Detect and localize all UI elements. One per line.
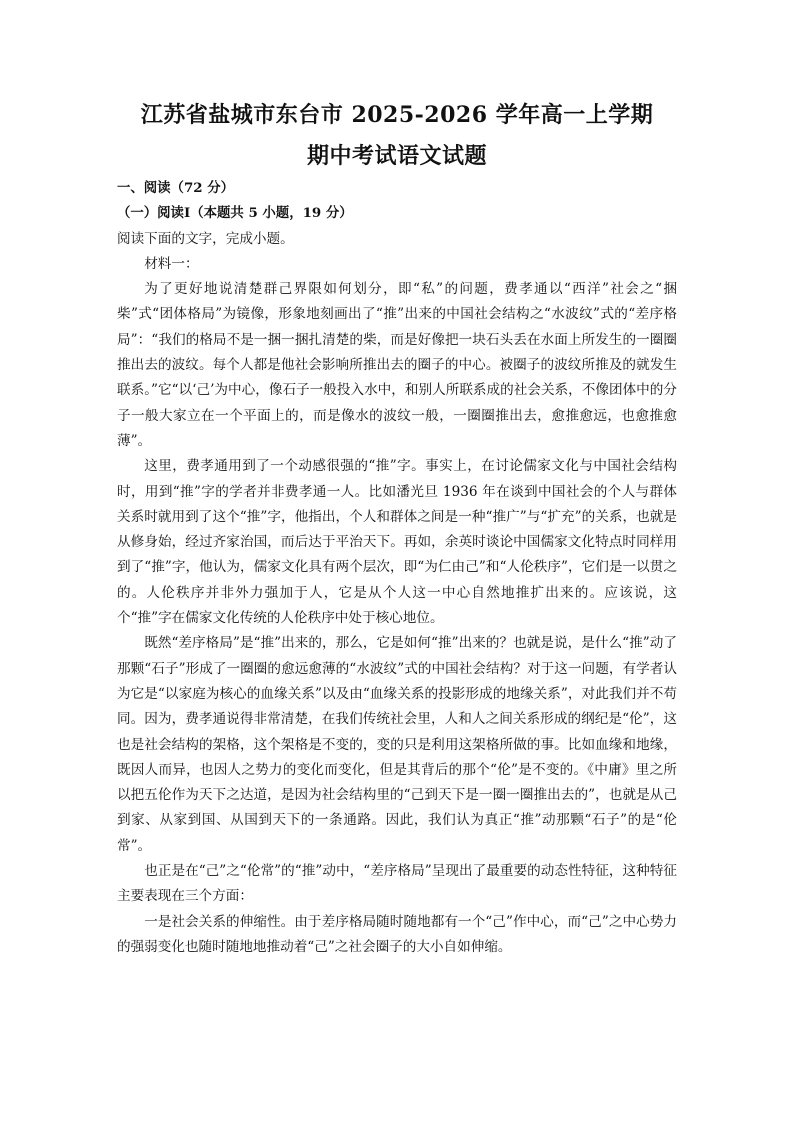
paragraph-4: 也正是在“己”之“伦常”的“推”动中，“差序格局”呈现出了最重要的动态性特征，这种特征主要表现在三个方面： <box>117 863 677 905</box>
paragraph-5: 一是社会关系的伸缩性。由于差序格局随时随地都有一个“己”作中心，而“己”之中心势力的强弱变化也随时随地地推动着“己”之社会圈子的大小自如伸缩。 <box>117 913 677 955</box>
instruction-text: 阅读下面的文字，完成小题。 <box>117 230 294 247</box>
paragraph-1: 为了更好地说清楚群己界限如何划分，即“私”的问题，费孝通以“西洋”社会之“捆柴”式“团体格局”为镜像，形象地刻画出了“推”出来的中国社会结构之“水波纹”式的“差序格局”：“我们的格局不是一捆一捆扎清楚的柴，而是好像把一块石头丢在水面上所发生的一圈圈推出去的波纹。每个人都是他社会影响所推出去的圈子的中心。被圈子的波纹所推及的就发生联系。”它“以‘己’为中心，像石子一般投入水中，和别人所联系成的社会关系，不像团体中的分子一般大家立在一个平面上的，而是像水的波纹一般，一圈圈推出去，愈推愈远，也愈推愈薄”。 <box>117 281 677 449</box>
paragraph-2: 这里，费孝通用到了一个动感很强的“推”字。事实上，在讨论儒家文化与中国社会结构时，用到“推”字的学者并非费孝通一人。比如潘光旦 1936 年在谈到中国社会的个人与群体关系时就用到了这个“推”字，他指出，个人和群体之间是一种“推广”与“扩充”的关系，也就是从修身始，经过齐家治国，而后达于平治天下。再如，余英时谈论中国儒家文化特点时同样用到了“推”字，他认为，儒家文化具有两个层次，即“为仁由己”和“人伦秩序”，它们是一以贯之的。人伦秩序并非外力强加于人，它是从个人这一中心自然地推扩出来的。应该说，这个“推”字在儒家文化传统的人伦秩序中处于核心地位。 <box>117 458 677 627</box>
document-body <box>117 176 677 960</box>
document-title-line-1: 江苏省盐城市东台市 2025-2026 学年高一上学期 <box>140 102 654 128</box>
section-heading: 一、阅读（72 分） <box>117 180 235 196</box>
document-title-line-2: 期中考试语文试题 <box>306 143 487 169</box>
paragraph-3: 既然“差序格局”是“推”出来的，那么，它是如何“推”出来的？也就是说，是什么“推”动了那颗“石子”形成了一圈圈的愈远愈薄的“水波纹”式的中国社会结构？对于这一问题，有学者认为它是“以家庭为核心的血缘关系”以及由“血缘关系的投影形成的地缘关系”，对此我们并不苟同。因为，费孝通说得非常清楚，在我们传统社会里，人和人之间关系形成的纲纪是“伦”，这也是社会结构的架格，这个架格是不变的，变的只是利用这架格所做的事。比如血缘和地缘，既因人而异，也因人之势力的变化而变化，但是其背后的那个“伦”是不变的。《中庸》里之所以把五伦作为天下之达道，是因为社会结构里的“己到天下是一圈一圈推出去的”，也就是从己到家、从家到国、从国到天下的一条通路。因此，我们认为真正“推”动那颗“石子”的是“伦常”。 <box>117 635 677 854</box>
material-label: 材料一： <box>144 255 199 272</box>
subsection-heading: （一）阅读Ⅰ（本题共 5 小题，19 分） <box>117 205 353 222</box>
